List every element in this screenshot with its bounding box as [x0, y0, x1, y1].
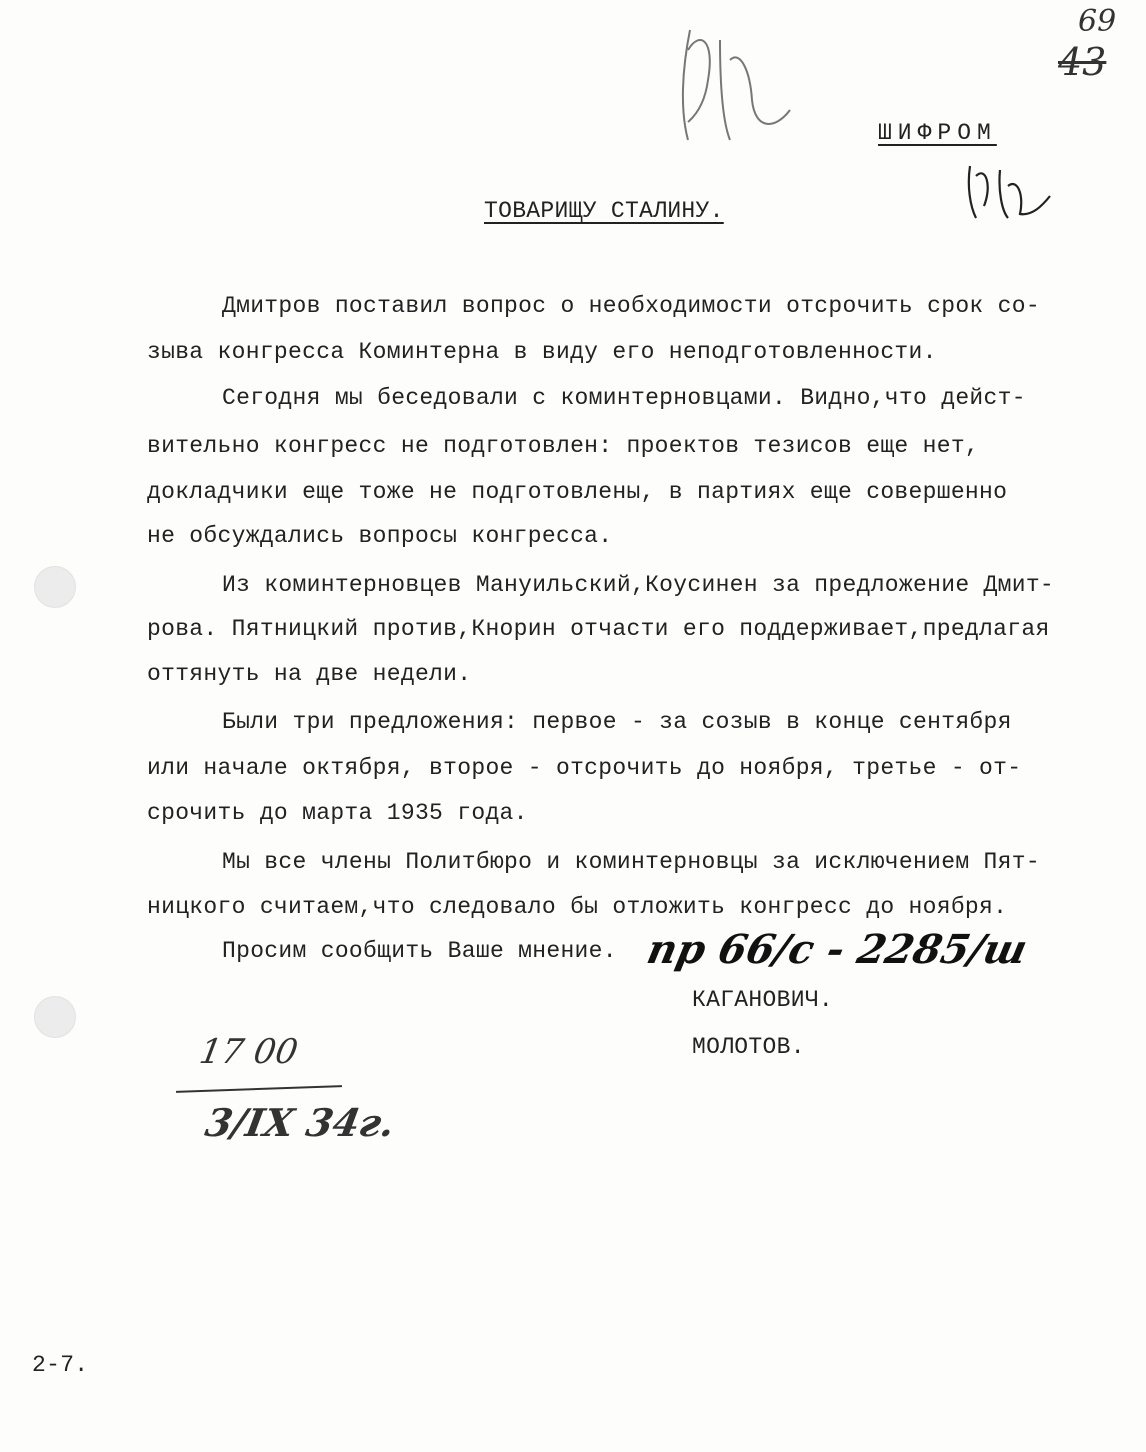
archive-number: 69: [1078, 4, 1117, 39]
archive-number-crossed: 43: [1058, 40, 1107, 84]
body-line: ницкого считаем,что следовало бы отложить конгресс до ноября.: [147, 894, 1008, 920]
footer-code: 2-7.: [32, 1352, 89, 1378]
punch-hole-top: [34, 566, 76, 608]
resolution-number: пр 66/с - 2285/ш: [643, 926, 1032, 973]
signature-molotov: МОЛОТОВ.: [692, 1034, 805, 1060]
body-line: зыва конгресса Коминтерна в виду его неподготовленности.: [147, 339, 937, 365]
body-line: докладчики еще тоже не подготовлены, в партиях еще совершенно: [147, 479, 1008, 505]
initials-scribble-right: [962, 156, 1062, 226]
body-line: Сегодня мы беседовали с коминтерновцами. Видно,что дейст-: [222, 385, 1026, 411]
body-line: рова. Пятницкий против,Кнорин отчасти его поддерживает,предлагая: [147, 616, 1050, 642]
body-line: оттянуть на две недели.: [147, 661, 472, 687]
body-line: Из коминтерновцев Мануильский,Коусинен за предложение Дмит-: [222, 572, 1055, 598]
body-line: вительно конгресс не подготовлен: проектов тезисов еще нет,: [147, 433, 980, 459]
handwritten-date: 3/IX 34г.: [202, 1100, 399, 1145]
body-line: не обсуждались вопросы конгресса.: [147, 523, 613, 549]
body-line: Были три предложения: первое - за созыв в конце сентября: [222, 709, 1012, 735]
addressee: ТОВАРИЩУ СТАЛИНУ.: [484, 198, 724, 224]
body-line: срочить до марта 1935 года.: [147, 800, 528, 826]
cipher-mark: ШИФРОМ: [878, 120, 997, 146]
note-divider: [176, 1085, 342, 1093]
body-line: или начале октября, второе - отсрочить до ноября, третье - от-: [147, 755, 1022, 781]
body-line: Дмитров поставил вопрос о необходимости отсрочить срок со-: [222, 293, 1040, 319]
initials-scribble-top: [660, 10, 810, 160]
handwritten-time: 17 00: [196, 1032, 301, 1072]
body-line: Мы все члены Политбюро и коминтерновцы за исключением Пят-: [222, 849, 1040, 875]
signature-kaganovich: КАГАНОВИЧ.: [692, 987, 834, 1013]
body-line: Просим сообщить Ваше мнение.: [222, 938, 617, 964]
punch-hole-bottom: [34, 996, 76, 1038]
